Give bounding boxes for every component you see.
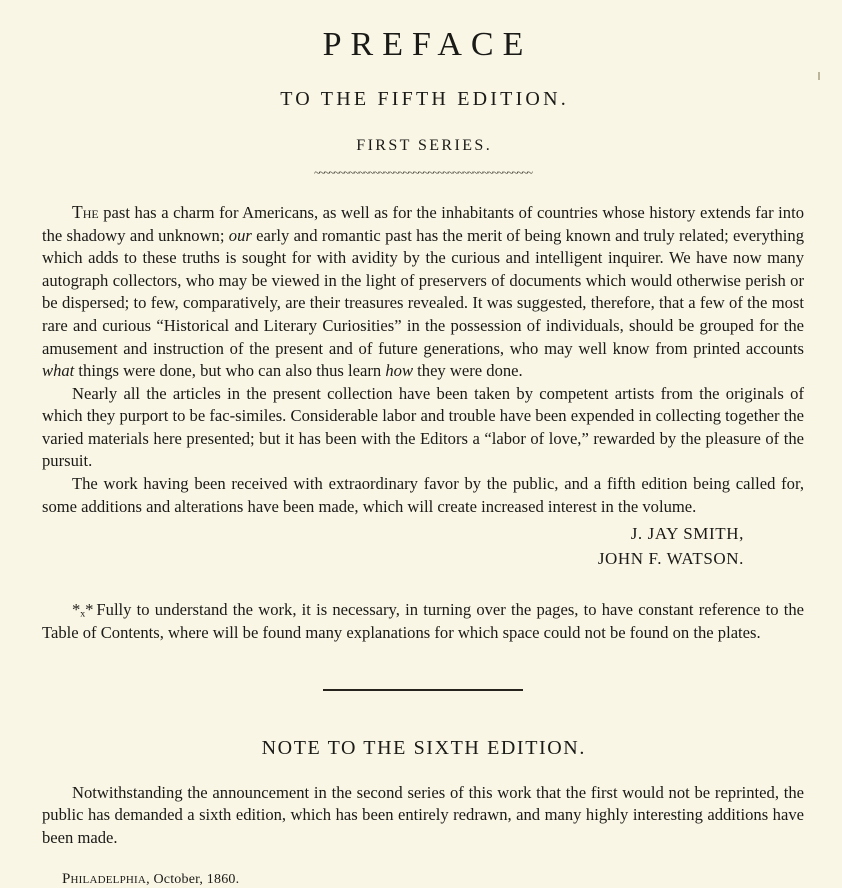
paragraph-1-italic-what: what [42,361,75,381]
footnote-paragraph [42,599,804,644]
footnote-text: Fully to understand the work, it is necessary, in turning over the pages, to have constant reference to the Table of Contents, where will be found many explanations for which space could not be found on the plates. [42,600,804,642]
colophon [62,871,806,888]
paragraph-1-part-c: things were done, but who can also thus learn [74,361,386,381]
ornament-divider: ~~~~~~~~~~~~~~~~~~~~~~~~~~~~~~~~~~~~~~~~~~~~ [314,167,532,179]
paragraph-1-part-a: past has a charm for Americans, as well as for the inhabitants of countries whose history extends far into the shadowy and unknown; [42,203,804,245]
signature-watson: JOHN F. WATSON. [597,548,744,568]
preface-paragraph-1 [42,201,804,383]
series-label: FIRST SERIES. [356,137,493,154]
paragraph-1-part-b: early and romantic past has the merit of being known and truly related; everything which adds to these truths is sought for with avidity by the curious and intelligent inquirer. We have now many autograph collectors, who may be viewed in the light of preservers of documents which would otherwise perish or be dispersed; to few, comparatively, are their treasures revealed. It was suggested, therefore, that a few of the most rare and curious “Historical and Literary Curiosities” in the possession of individuals, should be grouped for the amusement and instruction of the present and of future generations, who may well know from printed accounts [42,225,804,358]
preface-body [42,201,804,518]
sixth-edition-paragraph: Notwithstanding the announcement in the second series of this work that the first would not be reprinted, the public has demanded a sixth edition, which has been entirely redrawn, and many highly interesting additions have been made. [42,782,804,847]
page-title: PREFACE [322,26,533,63]
footnote-block [42,599,804,644]
signature-smith: J. JAY SMITH, [630,524,744,544]
colophon-city: Philadelphia [62,871,147,888]
section-divider-rule [323,689,523,691]
preface-paragraph-2: Nearly all the articles in the present collection have been taken by competent artists from the originals of which they purport to be fac-similes. Considerable labor and trouble have been expended in collecting together the varied materials here presented; but it has been with the Editors a “labor of love,” rewarded by the pleasure of the pursuit. [42,383,804,471]
sixth-edition-body [42,782,804,850]
paragraph-lead-word: The [72,202,99,222]
signature-block [40,522,744,571]
preface-paragraph-3: The work having been received with extraordinary favor by the public, and a fifth edition being called for, some additions and alterations have been made, which will create increased interest in the volume. [42,473,804,516]
asterism-icon: *ₓ* [72,600,94,620]
paragraph-1-part-d: they were done. [413,361,523,381]
paragraph-1-italic-how: how [385,361,414,381]
paragraph-1-italic-our: our [228,225,252,245]
page-subtitle: TO THE FIFTH EDITION. [280,88,569,110]
colophon-date: , October, 1860. [146,872,240,888]
sixth-edition-heading: NOTE TO THE SIXTH EDITION. [261,736,586,759]
page-edge-mark [818,72,820,80]
